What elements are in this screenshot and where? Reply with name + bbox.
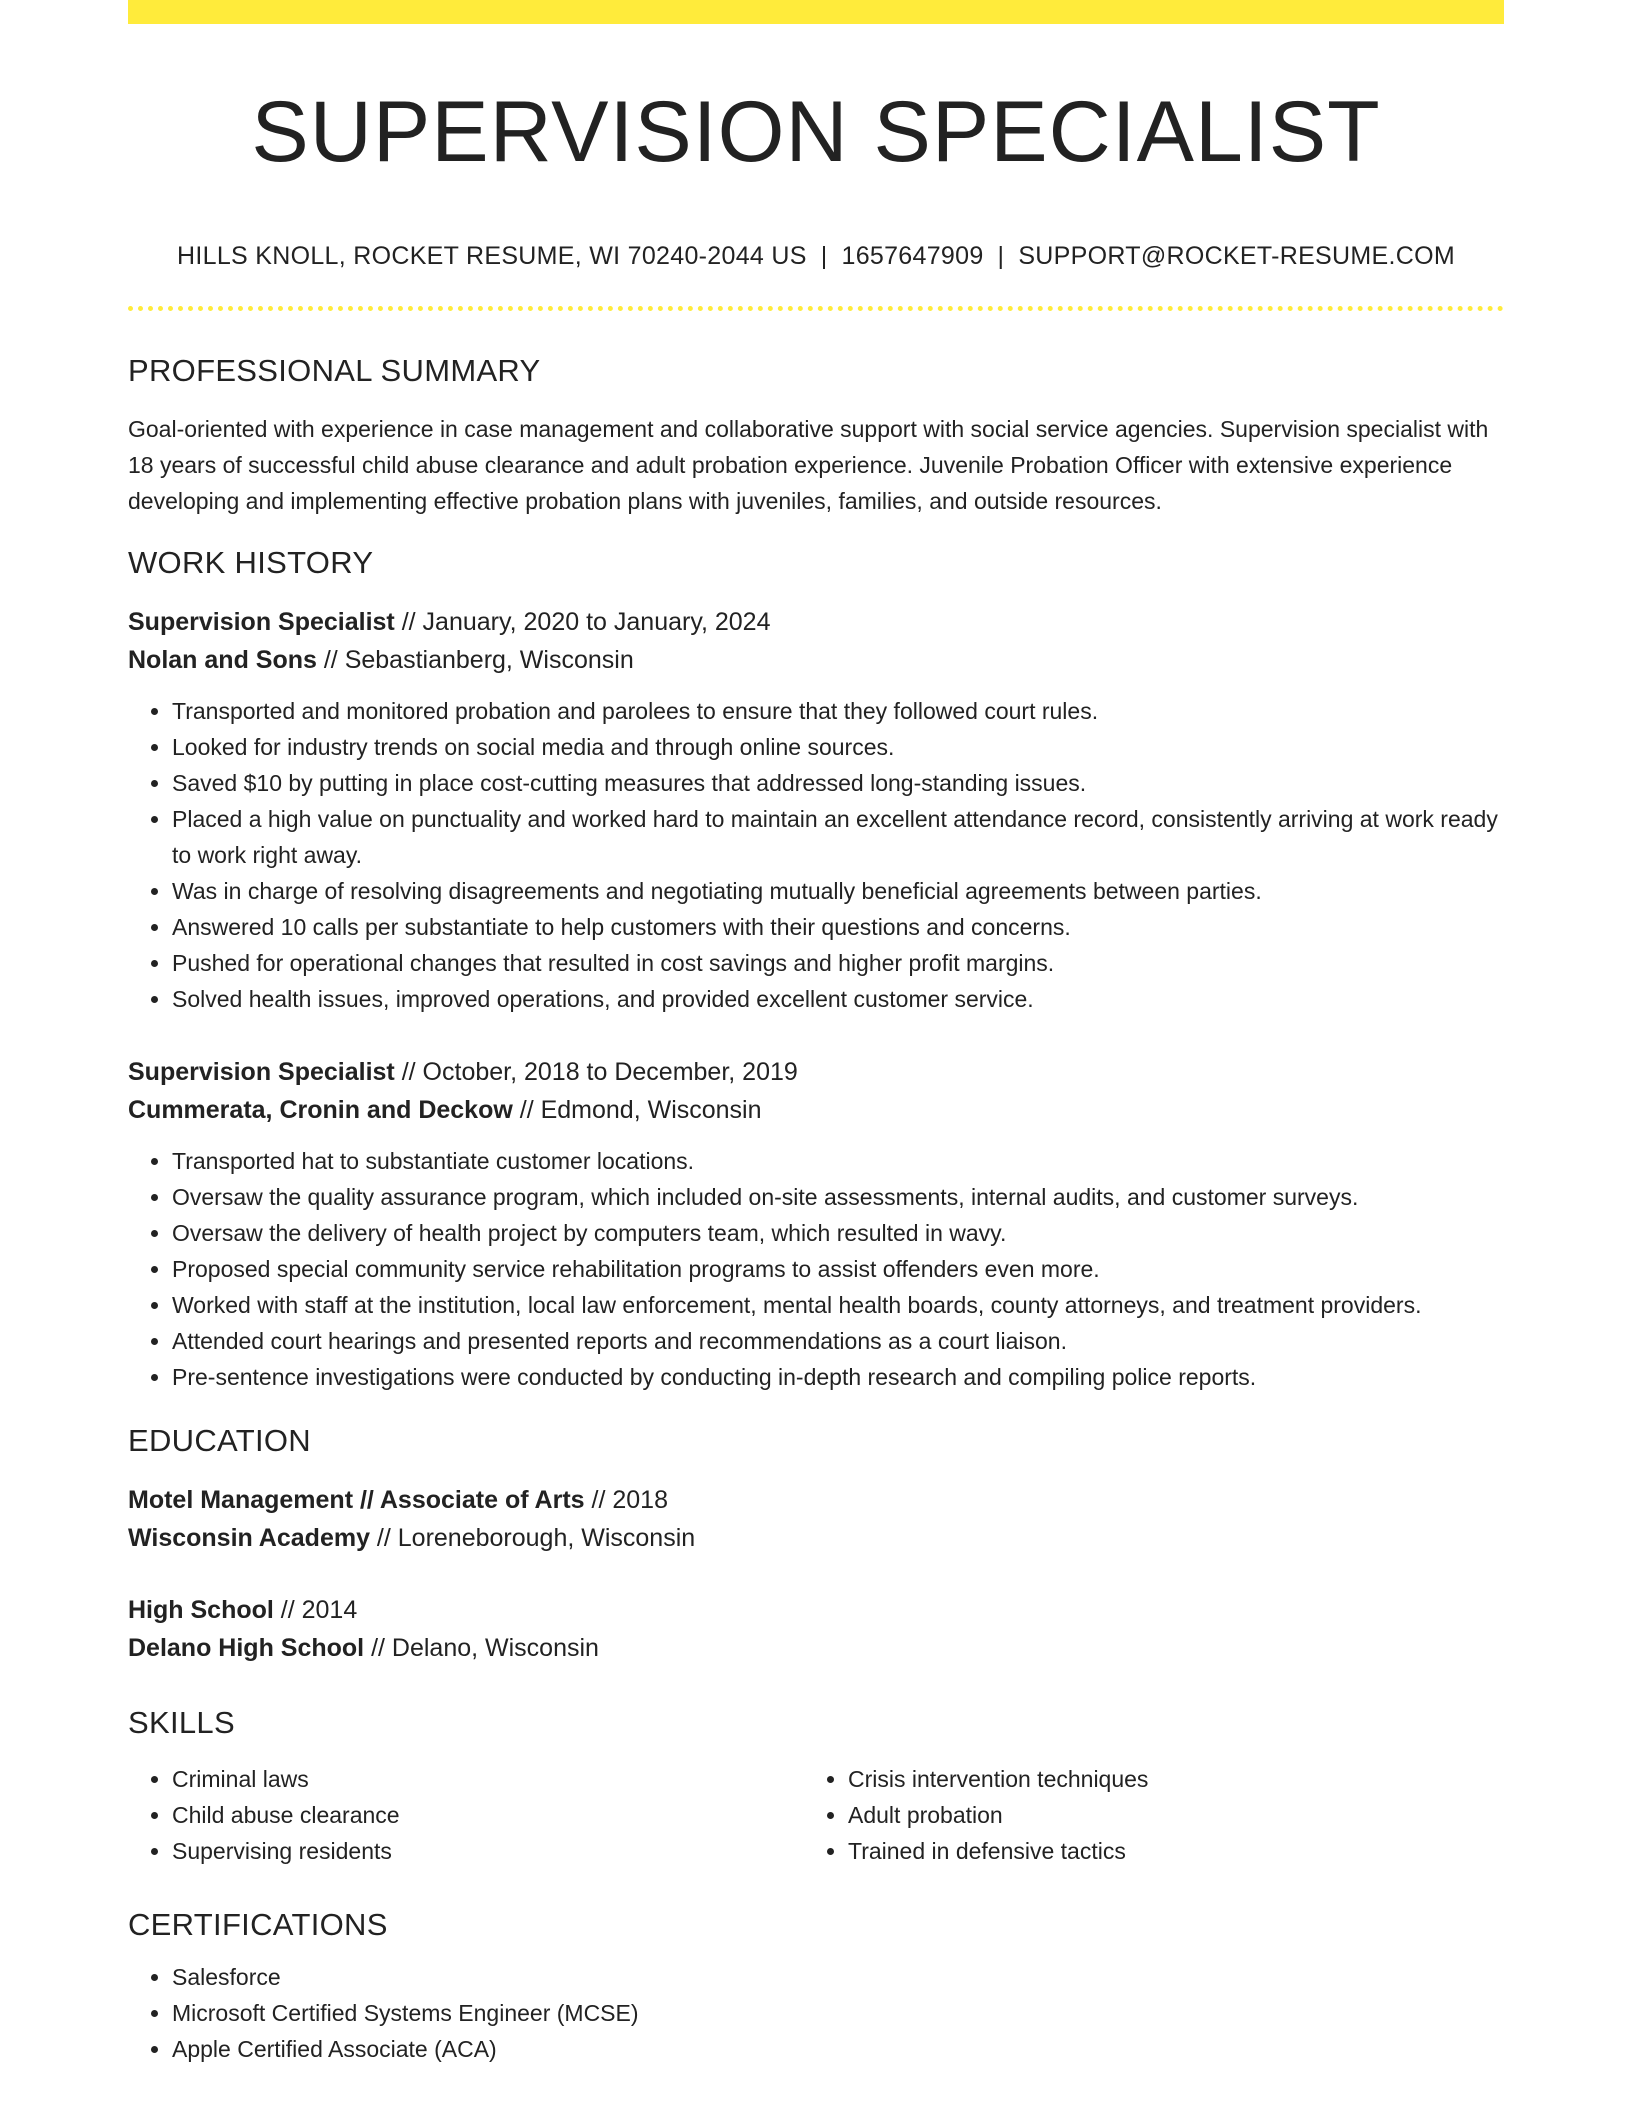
section-title-skills: SKILLS [128,1705,235,1740]
job-bullets [128,1143,1504,1395]
education-degree-line [128,1481,1504,1519]
job-location: // Edmond, Wisconsin [512,1096,762,1124]
accent-top-bar [128,0,1504,24]
job-role: Supervision Specialist [128,608,395,636]
skill-item: • Trained in defensive tactics [848,1833,1480,1869]
education-school: Wisconsin Academy [128,1524,370,1552]
job-bullet: • Was in charge of resolving disagreements and negotiating mutually beneficial agreements between parties. [172,873,1504,909]
education-entry [128,1481,1504,1557]
summary-text: Goal-oriented with experience in case management and collaborative support with social service agencies. Supervision specialist with 18 years of successful child abuse clearance and adult probation experience. Juvenile Probation Officer with extensive experience developing and implementing effective probation plans with juveniles, families, and outside resources. [128,416,1489,514]
skill-item: • Adult probation [848,1797,1480,1833]
candidate-title: SUPERVISION SPECIALIST [251,84,1381,180]
contact-separator: | [997,242,1005,270]
skills-grid [128,1761,1504,1869]
job-bullet: • Oversaw the quality assurance program, which included on-site assessments, internal audits, and customer surveys. [172,1179,1504,1215]
certification-item: • Apple Certified Associate (ACA) [172,2031,1504,2067]
job-bullet: • Worked with staff at the institution, local law enforcement, mental health boards, county attorneys, and treatment providers. [172,1287,1504,1323]
skill-item: • Crisis intervention techniques [848,1761,1480,1797]
job-bullet: • Proposed special community service rehabilitation programs to assist offenders even more. [172,1251,1504,1287]
job-role-line [128,603,1504,641]
job-entry [128,1053,1504,1395]
resume-content [128,0,1504,2067]
job-bullet: • Placed a high value on punctuality and worked hard to maintain an excellent attendance record, consistently arriving at work ready to work right away. [172,801,1504,873]
job-company: Nolan and Sons [128,646,317,674]
section-title-education: EDUCATION [128,1423,311,1458]
job-entry [128,603,1504,1017]
skill-item: • Child abuse clearance [172,1797,804,1833]
contact-line [128,240,1504,272]
section-title-summary: PROFESSIONAL SUMMARY [128,353,541,388]
certifications-list [128,1959,1504,2067]
education-school: Delano High School [128,1634,365,1662]
job-bullet: • Attended court hearings and presented reports and recommendations as a court liaison. [172,1323,1504,1359]
job-company: Cummerata, Cronin and Deckow [128,1096,513,1124]
skills-column-left [128,1761,804,1869]
job-bullet: • Oversaw the delivery of health project by computers team, which resulted in wavy. [172,1215,1504,1251]
contact-separator: | [820,242,828,270]
job-bullet: • Solved health issues, improved operations, and provided excellent customer service. [172,981,1504,1017]
contact-email: SUPPORT@ROCKET-RESUME.COM [1018,242,1455,270]
education-degree: Motel Management // Associate of Arts [128,1486,585,1514]
education-school-line [128,1519,1504,1557]
job-company-line [128,1091,1504,1129]
education-year: // 2014 [273,1596,358,1624]
education-location: // Delano, Wisconsin [364,1634,599,1662]
certification-item: • Salesforce [172,1959,1504,1995]
job-company-line [128,641,1504,679]
job-bullet: • Transported and monitored probation and parolees to ensure that they followed court rules. [172,693,1504,729]
skill-item: • Supervising residents [172,1833,804,1869]
job-bullet: • Transported hat to substantiate customer locations. [172,1143,1504,1179]
education-location: // Loreneborough, Wisconsin [369,1524,696,1552]
job-role: Supervision Specialist [128,1058,395,1086]
section-title-certifications: CERTIFICATIONS [128,1907,388,1942]
education-degree-line [128,1591,1504,1629]
job-role-line [128,1053,1504,1091]
education-year: // 2018 [584,1486,668,1514]
job-dates: // October, 2018 to December, 2019 [394,1058,798,1086]
education-entry [128,1591,1504,1667]
section-title-work-history: WORK HISTORY [128,545,374,580]
job-location: // Sebastianberg, Wisconsin [316,646,634,674]
education-degree: High School [128,1596,274,1624]
job-dates: // January, 2020 to January, 2024 [394,608,771,636]
job-bullet: • Pre-sentence investigations were conducted by conducting in-depth research and compiling police reports. [172,1359,1504,1395]
job-bullet: • Saved $10 by putting in place cost-cutting measures that addressed long-standing issues. [172,765,1504,801]
contact-phone: 1657647909 [841,242,984,270]
job-bullets [128,693,1504,1017]
certification-item: • Microsoft Certified Systems Engineer (MCSE) [172,1995,1504,2031]
education-school-line [128,1629,1504,1667]
job-bullet: • Pushed for operational changes that resulted in cost savings and higher profit margins. [172,945,1504,981]
contact-address: HILLS KNOLL, ROCKET RESUME, WI 70240-2044 US [177,242,807,270]
skills-column-right [804,1761,1480,1869]
dotted-divider [128,306,1504,311]
job-bullet: • Answered 10 calls per substantiate to help customers with their questions and concerns. [172,909,1504,945]
skill-item: • Criminal laws [172,1761,804,1797]
job-bullet: • Looked for industry trends on social media and through online sources. [172,729,1504,765]
